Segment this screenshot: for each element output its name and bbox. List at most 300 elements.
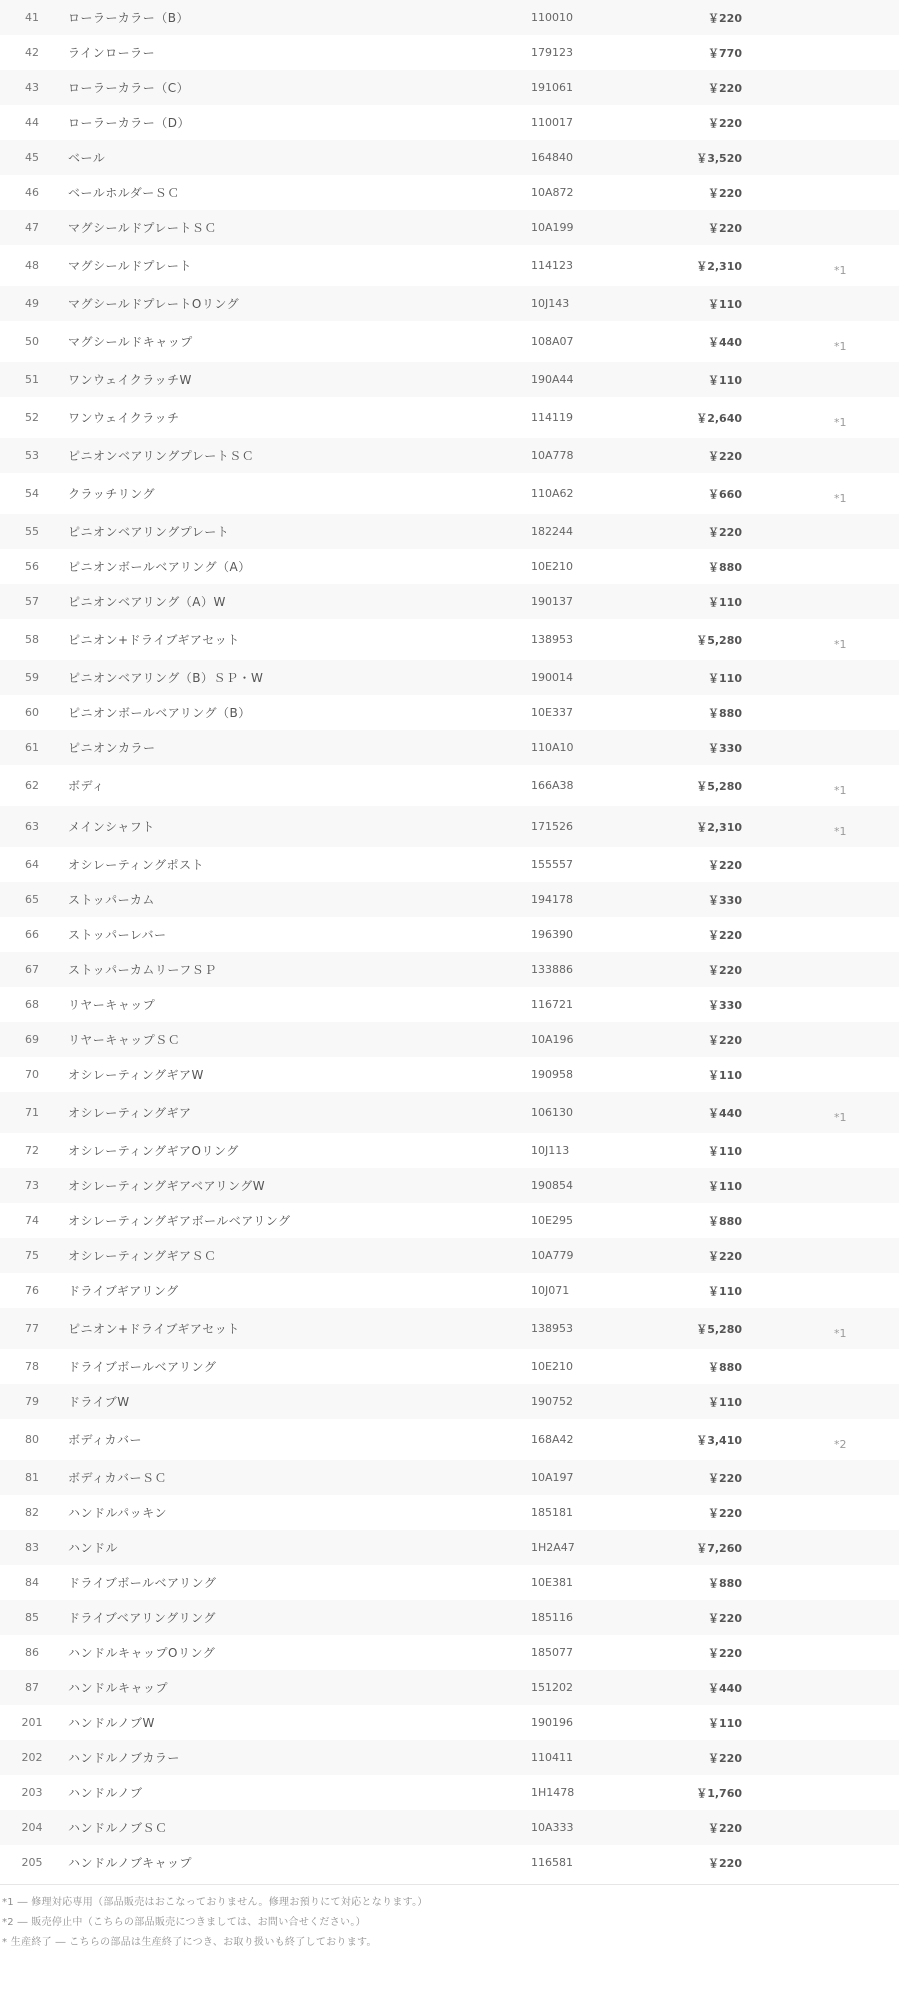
part-code: 10E210 [531, 560, 573, 573]
part-name: ベール [68, 151, 106, 165]
part-note [834, 1600, 884, 1635]
part-note [834, 660, 884, 695]
part-number: 201 [21, 1716, 43, 1729]
part-note [834, 1022, 884, 1057]
part-note [834, 549, 884, 584]
part-number: 80 [25, 1433, 39, 1446]
part-name: ハンドルノブカラー [68, 1751, 180, 1765]
part-note: *1 [834, 784, 847, 797]
table-row [0, 1349, 899, 1384]
part-price: ￥220 [708, 11, 742, 25]
part-name: ハンドルノブW [68, 1716, 155, 1730]
part-name: ハンドルノブ [68, 1786, 143, 1800]
table-row [0, 1845, 899, 1880]
part-number: 83 [25, 1541, 39, 1554]
part-name: ハンドルキャップ [68, 1681, 169, 1695]
part-price: ￥440 [708, 1106, 742, 1120]
part-number: 68 [25, 998, 39, 1011]
part-code: 106130 [531, 1106, 573, 1119]
part-number: 54 [25, 487, 39, 500]
part-name: ドライブボールベアリング [68, 1576, 217, 1590]
part-price: ￥110 [708, 297, 742, 311]
footnotes [0, 1885, 899, 1953]
part-price: ￥2,310 [696, 820, 742, 834]
part-name: ピニオンカラー [68, 741, 156, 755]
part-name: ドライブボールベアリング [68, 1360, 217, 1374]
table-row [0, 0, 899, 35]
table-row [0, 438, 899, 473]
part-name: ピニオンベアリングプレートＳＣ [68, 449, 255, 463]
part-name: オシレーティングギアＳＣ [68, 1249, 217, 1263]
part-number: 49 [25, 297, 39, 310]
part-number: 63 [25, 820, 39, 833]
part-number: 62 [25, 779, 39, 792]
part-name: リヤーキャップＳＣ [68, 1033, 181, 1047]
part-price: ￥110 [708, 1144, 742, 1158]
part-price: ￥220 [708, 186, 742, 200]
part-note [834, 105, 884, 140]
part-number: 205 [21, 1856, 43, 1869]
part-number: 67 [25, 963, 39, 976]
part-note: *1 [834, 492, 847, 505]
part-code: 185116 [531, 1611, 573, 1624]
part-code: 190014 [531, 671, 573, 684]
part-note [834, 1349, 884, 1384]
part-code: 108A07 [531, 335, 574, 348]
part-note [834, 140, 884, 175]
part-note [834, 952, 884, 987]
part-name: ベールホルダーＳＣ [68, 186, 180, 200]
part-code: 10A333 [531, 1821, 574, 1834]
table-row [0, 917, 899, 952]
part-code: 116581 [531, 1856, 573, 1869]
part-note [834, 1775, 884, 1810]
part-code: 190137 [531, 595, 573, 608]
table-row [0, 882, 899, 917]
part-note [834, 438, 884, 473]
part-number: 58 [25, 633, 39, 646]
part-price: ￥220 [708, 1856, 742, 1870]
part-note [834, 847, 884, 882]
part-price: ￥220 [708, 449, 742, 463]
part-code: 155557 [531, 858, 573, 871]
part-name: ローラーカラー（B） [68, 11, 189, 25]
part-price: ￥110 [708, 1179, 742, 1193]
part-name: ボディカバー [68, 1433, 143, 1447]
table-row [0, 514, 899, 549]
part-number: 46 [25, 186, 39, 199]
part-price: ￥220 [708, 1646, 742, 1660]
part-number: 75 [25, 1249, 39, 1262]
part-name: ハンドル [68, 1541, 119, 1555]
part-number: 69 [25, 1033, 39, 1046]
table-row [0, 1092, 899, 1133]
part-note [834, 882, 884, 917]
part-note [834, 210, 884, 245]
part-code: 110411 [531, 1751, 573, 1764]
part-code: 190958 [531, 1068, 573, 1081]
part-code: 10A778 [531, 449, 574, 462]
part-code: 110A62 [531, 487, 574, 500]
part-note [834, 695, 884, 730]
part-code: 10J143 [531, 297, 570, 310]
part-note [834, 1530, 884, 1565]
part-price: ￥880 [708, 1576, 742, 1590]
footnote-2: *2 ― 販売停止中（こちらの部品販売につきましては、お問い合せください。） [2, 1917, 366, 1928]
part-note [834, 1635, 884, 1670]
part-name: オシレーティングギアベアリングW [68, 1179, 266, 1193]
part-price: ￥110 [708, 373, 742, 387]
part-price: ￥220 [708, 116, 742, 130]
part-code: 10A196 [531, 1033, 574, 1046]
part-name: メインシャフト [68, 820, 155, 834]
part-number: 66 [25, 928, 39, 941]
part-number: 59 [25, 671, 39, 684]
part-note [834, 286, 884, 321]
part-code: 1H1478 [531, 1786, 575, 1799]
part-note [834, 514, 884, 549]
table-row [0, 321, 899, 362]
part-number: 48 [25, 259, 39, 272]
part-note [834, 1845, 884, 1880]
part-name: ワンウェイクラッチW [68, 373, 192, 387]
table-row [0, 210, 899, 245]
table-row [0, 1273, 899, 1308]
part-note: *1 [834, 825, 847, 838]
table-row [0, 1635, 899, 1670]
part-price: ￥110 [708, 671, 742, 685]
part-number: 52 [25, 411, 39, 424]
table-row [0, 987, 899, 1022]
part-price: ￥330 [708, 741, 742, 755]
part-code: 10A199 [531, 221, 574, 234]
part-number: 41 [25, 11, 39, 24]
table-row [0, 1670, 899, 1705]
part-number: 77 [25, 1322, 39, 1335]
part-code: 114123 [531, 259, 573, 272]
table-row [0, 35, 899, 70]
part-code: 190752 [531, 1395, 573, 1408]
part-name: ハンドルノブキャップ [68, 1856, 193, 1870]
part-code: 10A872 [531, 186, 574, 199]
table-row [0, 1705, 899, 1740]
part-name: ピニオンボールベアリング（B） [68, 706, 251, 720]
part-number: 79 [25, 1395, 39, 1408]
part-note [834, 1705, 884, 1740]
part-note: *1 [834, 1111, 847, 1124]
part-price: ￥770 [708, 46, 742, 60]
part-note [834, 1810, 884, 1845]
table-row [0, 1308, 899, 1349]
part-code: 196390 [531, 928, 573, 941]
part-name: クラッチリング [68, 487, 156, 501]
part-number: 60 [25, 706, 39, 719]
part-code: 194178 [531, 893, 573, 906]
part-code: 10A779 [531, 1249, 574, 1262]
table-row [0, 584, 899, 619]
part-number: 57 [25, 595, 39, 608]
part-number: 84 [25, 1576, 39, 1589]
table-row [0, 765, 899, 806]
part-code: 10E295 [531, 1214, 573, 1227]
part-note [834, 1273, 884, 1308]
part-number: 72 [25, 1144, 39, 1157]
table-row [0, 1740, 899, 1775]
part-name: ボディカバーＳＣ [68, 1471, 168, 1485]
part-code: 138953 [531, 1322, 573, 1335]
part-note: *2 [834, 1438, 847, 1451]
part-price: ￥880 [708, 1214, 742, 1228]
part-price: ￥110 [708, 1395, 742, 1409]
part-number: 85 [25, 1611, 39, 1624]
part-price: ￥220 [708, 858, 742, 872]
table-row [0, 1460, 899, 1495]
table-row [0, 1384, 899, 1419]
table-row [0, 806, 899, 847]
part-number: 65 [25, 893, 39, 906]
part-number: 42 [25, 46, 39, 59]
part-code: 166A38 [531, 779, 574, 792]
part-price: ￥660 [708, 487, 742, 501]
part-price: ￥5,280 [696, 633, 742, 647]
part-number: 81 [25, 1471, 39, 1484]
table-row [0, 1168, 899, 1203]
part-note [834, 1168, 884, 1203]
part-price: ￥1,760 [696, 1786, 742, 1800]
table-row [0, 70, 899, 105]
part-name: オシレーティングギアW [68, 1068, 204, 1082]
part-price: ￥330 [708, 893, 742, 907]
part-note [834, 917, 884, 952]
part-price: ￥220 [708, 81, 742, 95]
part-code: 171526 [531, 820, 573, 833]
part-note [834, 0, 884, 35]
part-name: ピニオン+ドライブギアセット [68, 1322, 240, 1336]
part-price: ￥220 [708, 1471, 742, 1485]
part-note [834, 1495, 884, 1530]
part-number: 78 [25, 1360, 39, 1373]
table-row [0, 1203, 899, 1238]
part-price: ￥880 [708, 706, 742, 720]
part-code: 151202 [531, 1681, 573, 1694]
part-number: 87 [25, 1681, 39, 1694]
part-name: オシレーティングポスト [68, 858, 205, 872]
part-code: 110010 [531, 11, 573, 24]
part-price: ￥220 [708, 525, 742, 539]
footnote-3: * 生産終了 ― こちらの部品は生産終了につき、お取り扱いも終了しております。 [2, 1937, 377, 1948]
part-code: 10J113 [531, 1144, 570, 1157]
part-note [834, 1133, 884, 1168]
table-row [0, 175, 899, 210]
part-note [834, 1565, 884, 1600]
part-number: 44 [25, 116, 39, 129]
table-row [0, 245, 899, 286]
part-price: ￥5,280 [696, 779, 742, 793]
part-note [834, 584, 884, 619]
part-price: ￥220 [708, 963, 742, 977]
part-name: ハンドルキャップOリング [68, 1646, 216, 1660]
part-number: 203 [21, 1786, 43, 1799]
part-price: ￥3,520 [696, 151, 742, 165]
table-row [0, 362, 899, 397]
part-name: ピニオンボールベアリング（A） [68, 560, 251, 574]
part-code: 10J071 [531, 1284, 570, 1297]
part-code: 10E381 [531, 1576, 573, 1589]
part-note [834, 987, 884, 1022]
part-name: ハンドルノブＳＣ [68, 1821, 168, 1835]
part-code: 190A44 [531, 373, 574, 386]
table-row [0, 1022, 899, 1057]
part-price: ￥2,310 [696, 259, 742, 273]
part-code: 191061 [531, 81, 573, 94]
part-name: ドライブW [68, 1395, 130, 1409]
part-price: ￥220 [708, 1821, 742, 1835]
part-price: ￥110 [708, 1716, 742, 1730]
table-row [0, 1495, 899, 1530]
part-price: ￥330 [708, 998, 742, 1012]
part-number: 204 [21, 1821, 43, 1834]
part-note [834, 362, 884, 397]
part-number: 86 [25, 1646, 39, 1659]
table-row [0, 1057, 899, 1092]
footnote-1: *1 ― 修理対応専用（部品販売はおこなっておりません。修理お預りにて対応となります。） [2, 1897, 428, 1908]
table-row [0, 730, 899, 765]
table-row [0, 286, 899, 321]
part-number: 43 [25, 81, 39, 94]
table-row [0, 397, 899, 438]
part-name: ボディ [68, 779, 105, 793]
part-price: ￥110 [708, 1284, 742, 1298]
part-number: 53 [25, 449, 39, 462]
part-price: ￥220 [708, 1611, 742, 1625]
part-price: ￥440 [708, 335, 742, 349]
part-number: 71 [25, 1106, 39, 1119]
part-name: オシレーティングギア [68, 1106, 192, 1120]
part-note [834, 70, 884, 105]
part-price: ￥110 [708, 595, 742, 609]
part-name: ドライブベアリングリング [68, 1611, 216, 1625]
part-price: ￥2,640 [696, 411, 742, 425]
part-number: 76 [25, 1284, 39, 1297]
part-name: ピニオンベアリング（B）ＳＰ・W [68, 671, 264, 685]
part-code: 164840 [531, 151, 573, 164]
part-code: 10A197 [531, 1471, 574, 1484]
table-row [0, 1530, 899, 1565]
table-row [0, 1419, 899, 1460]
part-price: ￥220 [708, 221, 742, 235]
part-price: ￥110 [708, 1068, 742, 1082]
part-code: 110017 [531, 116, 573, 129]
part-price: ￥440 [708, 1681, 742, 1695]
table-row [0, 847, 899, 882]
part-name: ハンドルパッキン [68, 1506, 168, 1520]
part-number: 56 [25, 560, 39, 573]
table-row [0, 1565, 899, 1600]
part-number: 74 [25, 1214, 39, 1227]
part-name: マグシールドプレートOリング [68, 297, 240, 311]
part-price: ￥220 [708, 928, 742, 942]
part-code: 10E337 [531, 706, 573, 719]
table-row [0, 1810, 899, 1845]
part-number: 64 [25, 858, 39, 871]
part-code: 190196 [531, 1716, 573, 1729]
part-price: ￥220 [708, 1751, 742, 1765]
part-note: *1 [834, 416, 847, 429]
part-number: 51 [25, 373, 39, 386]
part-note [834, 1203, 884, 1238]
part-number: 50 [25, 335, 39, 348]
part-name: ストッパーレバー [68, 928, 167, 942]
part-note [834, 35, 884, 70]
table-row [0, 695, 899, 730]
part-note: *1 [834, 638, 847, 651]
part-number: 82 [25, 1506, 39, 1519]
table-row [0, 549, 899, 584]
table-row [0, 105, 899, 140]
part-note [834, 1670, 884, 1705]
part-note: *1 [834, 264, 847, 277]
part-name: オシレーティングギアボールベアリング [68, 1214, 291, 1228]
part-code: 179123 [531, 46, 573, 59]
part-code: 185077 [531, 1646, 573, 1659]
part-note [834, 1460, 884, 1495]
part-code: 182244 [531, 525, 573, 538]
part-name: ローラーカラー（C） [68, 81, 190, 95]
part-code: 114119 [531, 411, 573, 424]
part-code: 10E210 [531, 1360, 573, 1373]
part-name: ストッパーカムリーフＳＰ [68, 963, 217, 977]
part-name: ピニオンベアリングプレート [68, 525, 230, 539]
part-code: 116721 [531, 998, 573, 1011]
part-name: リヤーキャップ [68, 998, 156, 1012]
part-code: 1H2A47 [531, 1541, 575, 1554]
part-number: 73 [25, 1179, 39, 1192]
table-row [0, 952, 899, 987]
part-name: ピニオンベアリング（A）W [68, 595, 226, 609]
part-name: ローラーカラー（D） [68, 116, 191, 130]
table-row [0, 1238, 899, 1273]
part-note [834, 1384, 884, 1419]
table-row [0, 140, 899, 175]
part-code: 133886 [531, 963, 573, 976]
part-name: ピニオン+ドライブギアセット [68, 633, 240, 647]
part-note [834, 1057, 884, 1092]
table-row [0, 1133, 899, 1168]
table-row [0, 1775, 899, 1810]
part-price: ￥220 [708, 1249, 742, 1263]
part-note [834, 1740, 884, 1775]
part-note [834, 730, 884, 765]
part-price: ￥7,260 [696, 1541, 742, 1555]
part-price: ￥880 [708, 560, 742, 574]
part-name: オシレーティングギアOリング [68, 1144, 239, 1158]
part-note [834, 1238, 884, 1273]
part-price: ￥220 [708, 1033, 742, 1047]
part-number: 55 [25, 525, 39, 538]
part-note [834, 175, 884, 210]
part-code: 190854 [531, 1179, 573, 1192]
part-price: ￥3,410 [696, 1433, 742, 1447]
part-code: 185181 [531, 1506, 573, 1519]
part-number: 45 [25, 151, 39, 164]
table-row [0, 619, 899, 660]
part-name: マグシールドプレート [68, 259, 192, 273]
part-name: マグシールドプレートＳＣ [68, 221, 217, 235]
part-name: ワンウェイクラッチ [68, 411, 180, 425]
part-note: *1 [834, 1327, 847, 1340]
table-row [0, 1600, 899, 1635]
part-code: 138953 [531, 633, 573, 646]
